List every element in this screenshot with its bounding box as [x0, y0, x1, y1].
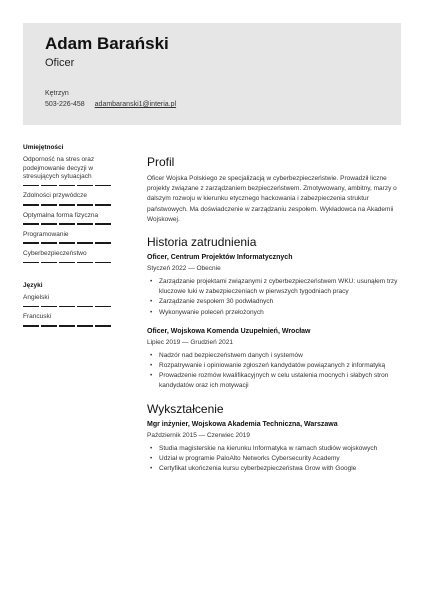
language-level-bar: [23, 325, 123, 327]
job-entry: [147, 254, 401, 318]
skill-item: [23, 156, 123, 186]
skill-label: Zdolności przywódcze: [23, 192, 87, 200]
bullet-item: • Udział w programie PaloAlto Networks Cybersecurity Academy: [159, 454, 401, 464]
skill-label: Odporność na stres oraz podejmowanie decyzji w stresujących sytuacjach: [23, 156, 95, 181]
skill-level-bar: [23, 262, 123, 264]
job-entry-title: Oficer, Centrum Projektów Informatycznych: [147, 254, 293, 262]
language-item: [23, 294, 123, 307]
resume-header: [23, 23, 401, 125]
candidate-name: Adam Barański: [45, 34, 169, 53]
phone-number: 503-226-458: [45, 101, 85, 108]
language-item: [23, 313, 123, 326]
skill-label: Optymalna forma fizyczna: [23, 211, 99, 219]
bullet-item: • Zarządzanie zespołem 30 podwładnych: [159, 297, 401, 307]
bullet-item: • Wykonywanie poleceń przełożonych: [159, 308, 401, 318]
job-bullets: [147, 351, 401, 392]
job-entry: [147, 328, 401, 392]
education-bullets: [147, 444, 401, 475]
language-label: Angielski: [23, 294, 50, 302]
profile-text: Oficer Wojska Polskiego ze specjalizacją w cyberbezpieczeństwie. Prowadził liczne projekty związane z zarządzaniem bezpieczeństwem. Zmotywowany, ambitny, marzy o dalszym rozwoju w kierunku etycznego hackowania i zabezpieczenia struktur państwowych. Ma doświadczenie w zarządzaniu zespołem. Wykładowca na Akademii Wojskowej.: [147, 175, 397, 223]
bullet-item: • Prowadzenie rozmów kwalifikacyjnych w celu ustalenia mocnych i słabych stron kandydatów oraz ich motywacji: [159, 371, 401, 391]
skill-item: [23, 231, 123, 244]
bullet-item: • Rozpatrywanie i opiniowanie zgłoszeń kandydatów powiązanych z informatyką: [159, 361, 401, 371]
skills-heading: Umiejętności: [23, 144, 64, 151]
skill-level-bar: [23, 204, 123, 206]
skill-label: Cyberbezpieczeństwo: [23, 249, 87, 257]
bullet-item: • Zarządzanie projektami związanymi z cyberbezpieczeństwem WKU: usunąłem trzy kluczowe luki w zabezpieczeniach w pierwszych tygodniach pracy: [159, 277, 401, 297]
education-entry-title: Mgr inżynier, Wojskowa Akademia Techniczna, Warszawa: [147, 420, 338, 428]
bullet-item: • Nadzór nad bezpieczeństwem danych i systemów: [159, 351, 401, 361]
skill-item: [23, 192, 123, 205]
bullet-item: • Studia magisterskie na kierunku Informatyka w ramach studiów wojskowych: [159, 444, 401, 454]
bullet-item: • Certyfikat ukończenia kursu cyberbezpieczeństwa Grow with Google: [159, 464, 401, 474]
language-label: Francuski: [23, 313, 52, 321]
job-entry-dates: Lipiec 2019 — Grudzień 2021: [147, 338, 234, 346]
city: Kętrzyn: [45, 90, 69, 97]
sidebar: [23, 144, 123, 333]
languages-heading: Języki: [23, 282, 43, 290]
job-entry-dates: Styczeń 2022 — Obecnie: [147, 265, 221, 273]
education-entry: [147, 421, 401, 475]
job-title: Oficer: [45, 57, 75, 69]
job-bullets: [147, 277, 401, 318]
employment-heading: Historia zatrudnienia: [147, 235, 257, 250]
job-entry-title: Oficer, Wojskowa Komenda Uzupełnień, Wrocław: [147, 327, 311, 335]
email-link[interactable]: adambaranski1@interia.pl: [94, 101, 177, 108]
language-level-bar: [23, 306, 123, 308]
profile-heading: Profil: [147, 155, 175, 169]
contact-line: [45, 101, 176, 108]
skill-label: Programowanie: [23, 230, 69, 238]
skill-item: [23, 212, 123, 225]
skill-item: [23, 250, 123, 263]
skill-level-bar: [23, 223, 123, 225]
skill-level-bar: [23, 242, 123, 244]
education-entry-dates: Październik 2015 — Czerwiec 2019: [147, 431, 250, 439]
main-content: [147, 155, 401, 474]
skill-level-bar: [23, 185, 123, 187]
education-heading: Wykształcenie: [147, 401, 224, 416]
